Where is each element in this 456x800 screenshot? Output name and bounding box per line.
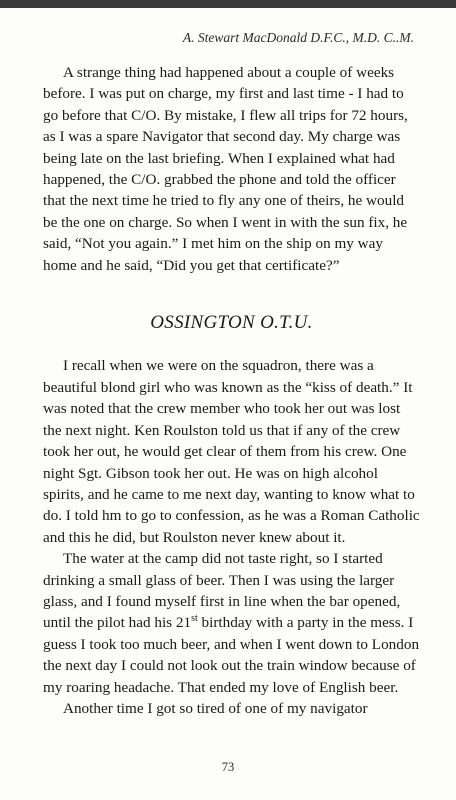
running-head: A. Stewart MacDonald D.F.C., M.D. C..M. bbox=[182, 30, 414, 45]
page-number: 73 bbox=[221, 760, 235, 774]
paragraph-text: The water at the camp did not taste right, so I started drinking a small glass of beer. Then I was using the larger glass, and I found myself first in line when the bar opened, until the pilot had his 21 bbox=[43, 550, 401, 632]
paragraph: Another time I got so tired of one of my navigator bbox=[63, 699, 368, 717]
section-heading: OSSINGTON O.T.U. bbox=[150, 312, 313, 334]
page-body bbox=[43, 62, 420, 719]
ordinal-superscript: st bbox=[191, 613, 198, 625]
paragraph: A strange thing had happened about a couple of weeks before. I was put on charge, my first and last time - I had to go before that C/O. By mistake, I flew all trips for 72 hours, as I was a spare Navigator that second day. My charge was being late on the last briefing. When I explained what had happened, the C/O. grabbed the phone and told the officer that the next time he tried to fly any one of theirs, he would be the one on charge. So when I went in with the sun fix, he said, “Not you again.” I met him on the ship on my way home and he said, “Did you get that certificate?” bbox=[43, 64, 408, 274]
paragraph bbox=[43, 548, 420, 698]
paragraph: I recall when we were on the squadron, there was a beautiful blond girl who was known as the “kiss of death.” It was noted that the crew member who took her out was lost the next night. Ken Roulston told us that if any of the crew took her out, he would get clear of them from his crew. One night Sgt. Gibson took her out. He was on high alcohol spirits, and he came to me next day, wanting to know what to do. I told hm to go to confession, as he was a Roman Catholic and this he did, but Roulston never knew about it. bbox=[43, 357, 420, 546]
page-top-edge bbox=[0, 0, 456, 8]
paragraph-text: birthday with a party in the mess. I guess I took too much beer, and when I went down to London the next day I could not look out the train window because of my roaring headache. That ended my love of English beer. bbox=[43, 614, 420, 696]
